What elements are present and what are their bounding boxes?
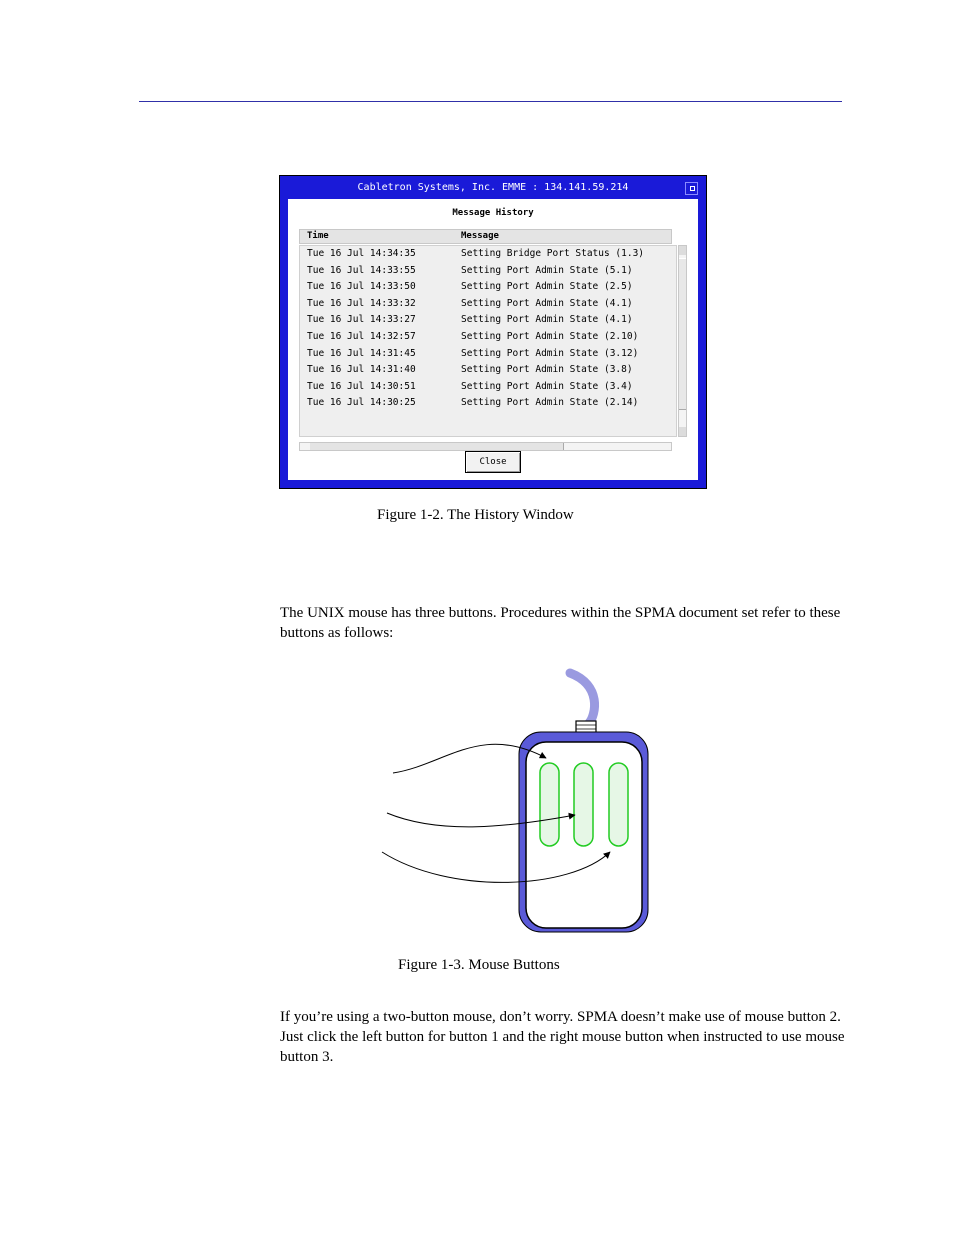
list-item[interactable] — [300, 379, 676, 395]
mouse-illustration — [370, 665, 660, 940]
mouse-cable — [570, 673, 595, 723]
row-message: Setting Port Admin State (5.1) — [461, 264, 633, 276]
row-message: Setting Port Admin State (2.5) — [461, 281, 633, 293]
list-item[interactable] — [300, 296, 676, 312]
row-time: Tue 16 Jul 14:34:35 — [307, 248, 416, 259]
row-message: Setting Port Admin State (3.8) — [461, 364, 633, 376]
list-item[interactable] — [300, 346, 676, 362]
row-time: Tue 16 Jul 14:33:50 — [307, 281, 416, 293]
list-item[interactable] — [300, 279, 676, 295]
mouse-button-1 — [540, 763, 559, 846]
column-header-message[interactable]: Message — [461, 231, 499, 241]
history-window — [279, 175, 707, 489]
row-time: Tue 16 Jul 14:33:27 — [307, 314, 416, 326]
column-header-time[interactable]: Time — [307, 231, 329, 241]
row-message: Setting Port Admin State (3.4) — [461, 380, 633, 392]
paragraph-mouse-intro: The UNIX mouse has three buttons. Procedures within the SPMA document set refer to these buttons as follows: — [280, 605, 841, 641]
row-time: Tue 16 Jul 14:30:51 — [307, 380, 416, 392]
row-message: Setting Port Admin State (3.12) — [461, 347, 639, 359]
message-list[interactable] — [299, 245, 677, 437]
mouse-button-3 — [609, 763, 628, 846]
horizontal-scroll-thumb[interactable] — [310, 443, 564, 450]
row-message: Setting Port Admin State (2.10) — [461, 331, 639, 342]
scroll-down-icon[interactable] — [679, 427, 686, 436]
horizontal-scrollbar[interactable] — [299, 442, 672, 451]
row-time: Tue 16 Jul 14:31:40 — [307, 364, 416, 376]
list-item[interactable] — [300, 263, 676, 279]
row-message: Setting Port Admin State (2.14) — [461, 397, 639, 409]
list-item[interactable] — [300, 395, 676, 411]
figure-caption-history-window: Figure 1-2. The History Window — [377, 507, 574, 523]
list-item[interactable] — [300, 362, 676, 378]
list-item[interactable] — [300, 246, 676, 262]
row-time: Tue 16 Jul 14:33:32 — [307, 297, 416, 309]
paragraph-two-button-mouse: If you’re using a two-button mouse, don’t worry. SPMA doesn’t make use of mouse button 2. Just click the left button for button 1 and the right mouse button when instructed to use mouse button 3. — [280, 1009, 845, 1065]
scroll-up-icon[interactable] — [679, 246, 686, 255]
row-message: Setting Port Admin State (4.1) — [461, 297, 633, 309]
vertical-scroll-thumb[interactable] — [679, 258, 686, 410]
dialog-title: Message History — [452, 208, 534, 218]
list-item[interactable] — [300, 312, 676, 328]
row-message: Setting Bridge Port Status (1.3) — [461, 248, 645, 259]
list-header — [299, 229, 672, 244]
row-message: Setting Port Admin State (4.1) — [461, 314, 633, 326]
row-time: Tue 16 Jul 14:31:45 — [307, 347, 416, 359]
window-title: Cabletron Systems, Inc. EMME : 134.141.59.214 — [283, 179, 703, 197]
vertical-scrollbar[interactable] — [678, 245, 687, 437]
row-time: Tue 16 Jul 14:30:25 — [307, 397, 416, 409]
figure-caption-mouse-buttons: Figure 1-3. Mouse Buttons — [398, 957, 560, 973]
maximize-icon[interactable] — [685, 182, 698, 195]
window-client-area — [288, 199, 698, 480]
mouse-button-2 — [574, 763, 593, 846]
row-time: Tue 16 Jul 14:32:57 — [307, 331, 416, 342]
list-item[interactable] — [300, 329, 676, 345]
mouse-connector — [576, 721, 596, 733]
row-time: Tue 16 Jul 14:33:55 — [307, 264, 416, 276]
header-rule — [139, 101, 842, 102]
close-button[interactable]: Close — [465, 451, 521, 473]
